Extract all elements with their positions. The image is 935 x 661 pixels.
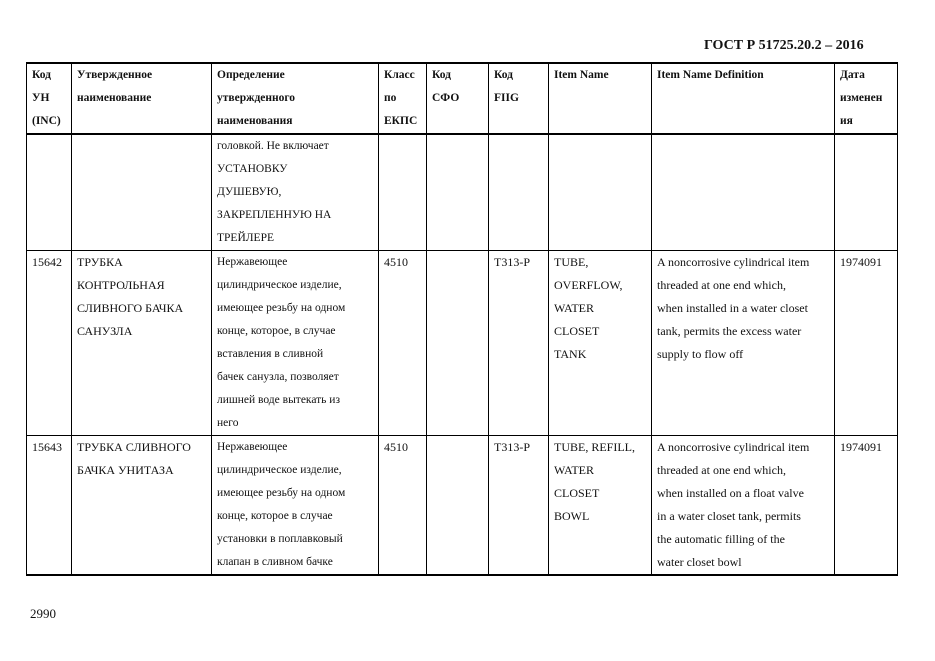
cell-fiig-code: T313-P [489,251,549,436]
page-number: 2990 [30,606,56,621]
col-header-sfo-code: Код СФО [427,63,489,134]
col-header-item-name-definition: Item Name Definition [652,63,835,134]
cell-ekps-class [379,134,427,251]
table-row [27,436,898,576]
cell-fiig-code: T313-P [489,436,549,576]
cell-definition: Нержавеющее цилиндрическое изделие, имеющее резьбу на одном конце, которое в случае установки в поплавковый клапан в сливном бачке [212,436,379,576]
col-header-fiig-code: Код FIIG [489,63,549,134]
cell-sfo-code [427,436,489,576]
cell-sfo-code [427,134,489,251]
cell-fiig-code [489,134,549,251]
col-header-item-name: Item Name [549,63,652,134]
col-header-ekps-class: Класс по ЕКПС [379,63,427,134]
col-header-approved-name: Утвержденное наименование [72,63,212,134]
cell-definition: головкой. Не включает УСТАНОВКУ ДУШЕВУЮ, ЗАКРЕПЛЕННУЮ НА ТРЕЙЛЕРЕ [212,134,379,251]
col-header-change-date: Дата изменен ия [835,63,898,134]
cell-inc: 15643 [27,436,72,576]
cell-item-name-definition: A noncorrosive cylindrical item threaded at one end which, when installed in a water closet tank, permits the excess water supply to flow off [652,251,835,436]
cell-item-name: TUBE, OVERFLOW, WATER CLOSET TANK [549,251,652,436]
cell-approved-name: ТРУБКА СЛИВНОГО БАЧКА УНИТАЗА [72,436,212,576]
cell-inc: 15642 [27,251,72,436]
col-header-definition: Определение утвержденного наименования [212,63,379,134]
cell-item-name-definition [652,134,835,251]
cell-item-name-definition: A noncorrosive cylindrical item threaded at one end which, when installed on a float valve in a water closet tank, permits the automatic filling of the water closet bowl [652,436,835,576]
cell-item-name [549,134,652,251]
cell-ekps-class: 4510 [379,251,427,436]
col-header-inc: Код УН (INC) [27,63,72,134]
cell-change-date: 1974091 [835,436,898,576]
catalog-table [26,62,898,576]
cell-change-date [835,134,898,251]
table-row [27,134,898,251]
document-code: ГОСТ Р 51725.20.2 – 2016 [704,38,864,53]
table-row [27,251,898,436]
cell-definition: Нержавеющее цилиндрическое изделие, имеющее резьбу на одном конце, которое, в случае вставления в сливной бачек санузла, позволяет лишней воде вытекать из него [212,251,379,436]
cell-approved-name [72,134,212,251]
table-header-row [27,63,898,134]
cell-item-name: TUBE, REFILL, WATER CLOSET BOWL [549,436,652,576]
cell-sfo-code [427,251,489,436]
cell-approved-name: ТРУБКА КОНТРОЛЬНАЯ СЛИВНОГО БАЧКА САНУЗЛА [72,251,212,436]
cell-change-date: 1974091 [835,251,898,436]
cell-inc [27,134,72,251]
cell-ekps-class: 4510 [379,436,427,576]
